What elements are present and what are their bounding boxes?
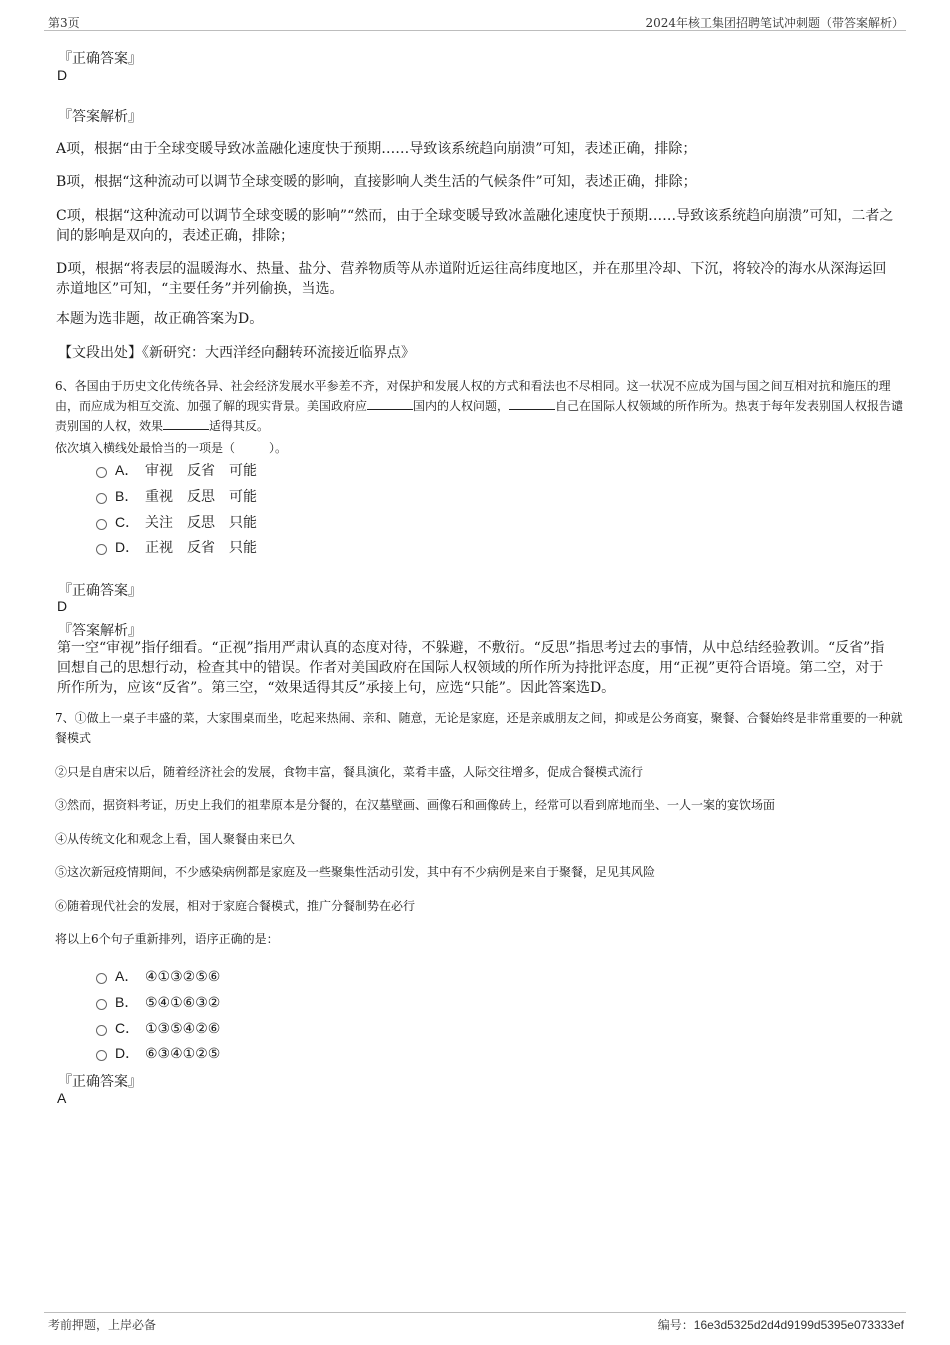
document-title: 2024年核工集团招聘笔试冲刺题（带答案解析） bbox=[645, 16, 904, 30]
q7-option-a[interactable]: A． ④①③②⑤⑥ bbox=[96, 966, 220, 986]
radio-icon[interactable] bbox=[96, 493, 107, 504]
radio-icon[interactable] bbox=[96, 973, 107, 984]
radio-icon[interactable] bbox=[96, 1050, 107, 1061]
page-number: 第3页 bbox=[48, 16, 80, 30]
q7-option-c[interactable]: C． ①③⑤④②⑥ bbox=[96, 1018, 220, 1038]
q6-option-a[interactable]: A． 审视 反省 可能 bbox=[96, 460, 271, 480]
q6-option-b[interactable]: B． 重视 反思 可能 bbox=[96, 486, 271, 506]
q7-option-d[interactable]: D． ⑥③④①②⑤ bbox=[96, 1043, 220, 1063]
page-header bbox=[44, 12, 906, 31]
q5-analysis-b: B项，根据“这种流动可以调节全球变暖的影响，直接影响人类生活的气候条件”可知，表述正确，排除； bbox=[56, 174, 697, 190]
q7-option-b[interactable]: B． ⑤④①⑥③② bbox=[96, 992, 220, 1012]
radio-icon[interactable] bbox=[96, 519, 107, 530]
q7-sentence-2: ②只是自唐宋以后，随着经济社会的发展，食物丰富，餐具演化，菜肴丰盛，人际交往增多，促成合餐模式流行 bbox=[55, 765, 644, 779]
q6-analysis-label: 『答案解析』 bbox=[58, 623, 142, 639]
footer-serial: 编号：16e3d5325d2d4d9199d5395e073333ef bbox=[657, 1318, 904, 1332]
q7-sentence-4: ④从传统文化和观念上看，国人聚餐由来已久 bbox=[55, 832, 296, 846]
q7-prompt: 将以上6个句子重新排列，语序正确的是： bbox=[55, 932, 279, 946]
q7-sentence-6: ⑥随着现代社会的发展，相对于家庭合餐模式，推广分餐制势在必行 bbox=[55, 899, 416, 913]
footer-slogan: 考前押题，上岸必备 bbox=[48, 1318, 157, 1332]
fill-blank-2 bbox=[509, 397, 555, 410]
q5-analysis-label: 『答案解析』 bbox=[58, 109, 142, 125]
q6-correct-answer-value: D bbox=[57, 598, 68, 614]
q7-sentence-5: ⑤这次新冠疫情期间，不少感染病例都是家庭及一些聚集性活动引发，其中有不少病例是来自于聚餐，足见其风险 bbox=[55, 865, 656, 879]
q7-correct-answer-value: A bbox=[57, 1090, 67, 1106]
radio-icon[interactable] bbox=[96, 467, 107, 478]
q6-correct-answer-label: 『正确答案』 bbox=[58, 583, 142, 599]
q7-correct-answer-label: 『正确答案』 bbox=[58, 1074, 142, 1090]
q6-stem: 6、各国由于历史文化传统各异、社会经济发展水平参差不齐，对保护和发展人权的方式和看法也不尽相同。这一状况不应成为国与国之间互相对抗和施压的理由，而应成为相互交流、加强了解的现实背景。美国政府应 国内的人权问题， 自己在国际人权领域的所作所为。热衷于每年发表别国人权报告谴责别国的人权，效果 适得其反。 bbox=[55, 379, 904, 433]
q6-option-c[interactable]: C． 关注 反思 只能 bbox=[96, 512, 271, 532]
q5-correct-answer-value: D bbox=[57, 67, 68, 83]
q5-analysis-d: D项，根据“将表层的温暖海水、热量、盐分、营养物质等从赤道附近运往高纬度地区，并在那里冷却、下沉，将较冷的海水从深海运回赤道地区”可知，“主要任务”并列偷换，当选。 bbox=[56, 261, 887, 297]
page-footer bbox=[44, 1312, 906, 1335]
q5-analysis-a: A项，根据“由于全球变暖导致冰盖融化速度快于预期……导致该系统趋向崩溃”可知，表述正确，排除； bbox=[56, 141, 697, 157]
q7-sentence-3: ③然而，据资料考证，历史上我们的祖辈原本是分餐的，在汉墓壁画、画像石和画像砖上，经常可以看到席地而坐、一人一案的宴饮场面 bbox=[55, 798, 776, 812]
q5-conclusion: 本题为选非题，故正确答案为D。 bbox=[56, 311, 264, 327]
radio-icon[interactable] bbox=[96, 1025, 107, 1036]
q5-source: 【文段出处】《新研究：大西洋经向翻转环流接近临界点》 bbox=[58, 345, 415, 361]
radio-icon[interactable] bbox=[96, 999, 107, 1010]
q6-analysis: 第一空“审视”指仔细看。“正视”指用严肃认真的态度对待，不躲避，不敷衍。“反思”指思考过去的事情，从中总结经验教训。“反省”指回想自己的思想行动，检查其中的错误。作者对美国政府在国际人权领域的所作所为持批评态度，用“正视”更符合语境。第二空，对于所作所为，应该“反省”。第三空，“效果适得其反”承接上句，应选“只能”。因此答案选D。 bbox=[57, 640, 885, 696]
fill-blank-3 bbox=[163, 417, 209, 430]
q5-analysis-c: C项，根据“这种流动可以调节全球变暖的影响”“然而，由于全球变暖导致冰盖融化速度快于预期……导致该系统趋向崩溃”可知，二者之间的影响是双向的，表述正确，排除； bbox=[56, 208, 894, 244]
q6-option-d[interactable]: D． 正视 反省 只能 bbox=[96, 537, 271, 557]
fill-blank-1 bbox=[367, 397, 413, 410]
q5-correct-answer-label: 『正确答案』 bbox=[58, 51, 142, 67]
q6-prompt: 依次填入横线处最恰当的一项是（ ）。 bbox=[55, 441, 288, 455]
radio-icon[interactable] bbox=[96, 544, 107, 555]
q7-sentence-1: 7、①做上一桌子丰盛的菜，大家围桌而坐，吃起来热闹、亲和、随意，无论是家庭，还是亲戚朋友之间，抑或是公务商宴，聚餐、合餐始终是非常重要的一种就餐模式 bbox=[55, 711, 903, 745]
